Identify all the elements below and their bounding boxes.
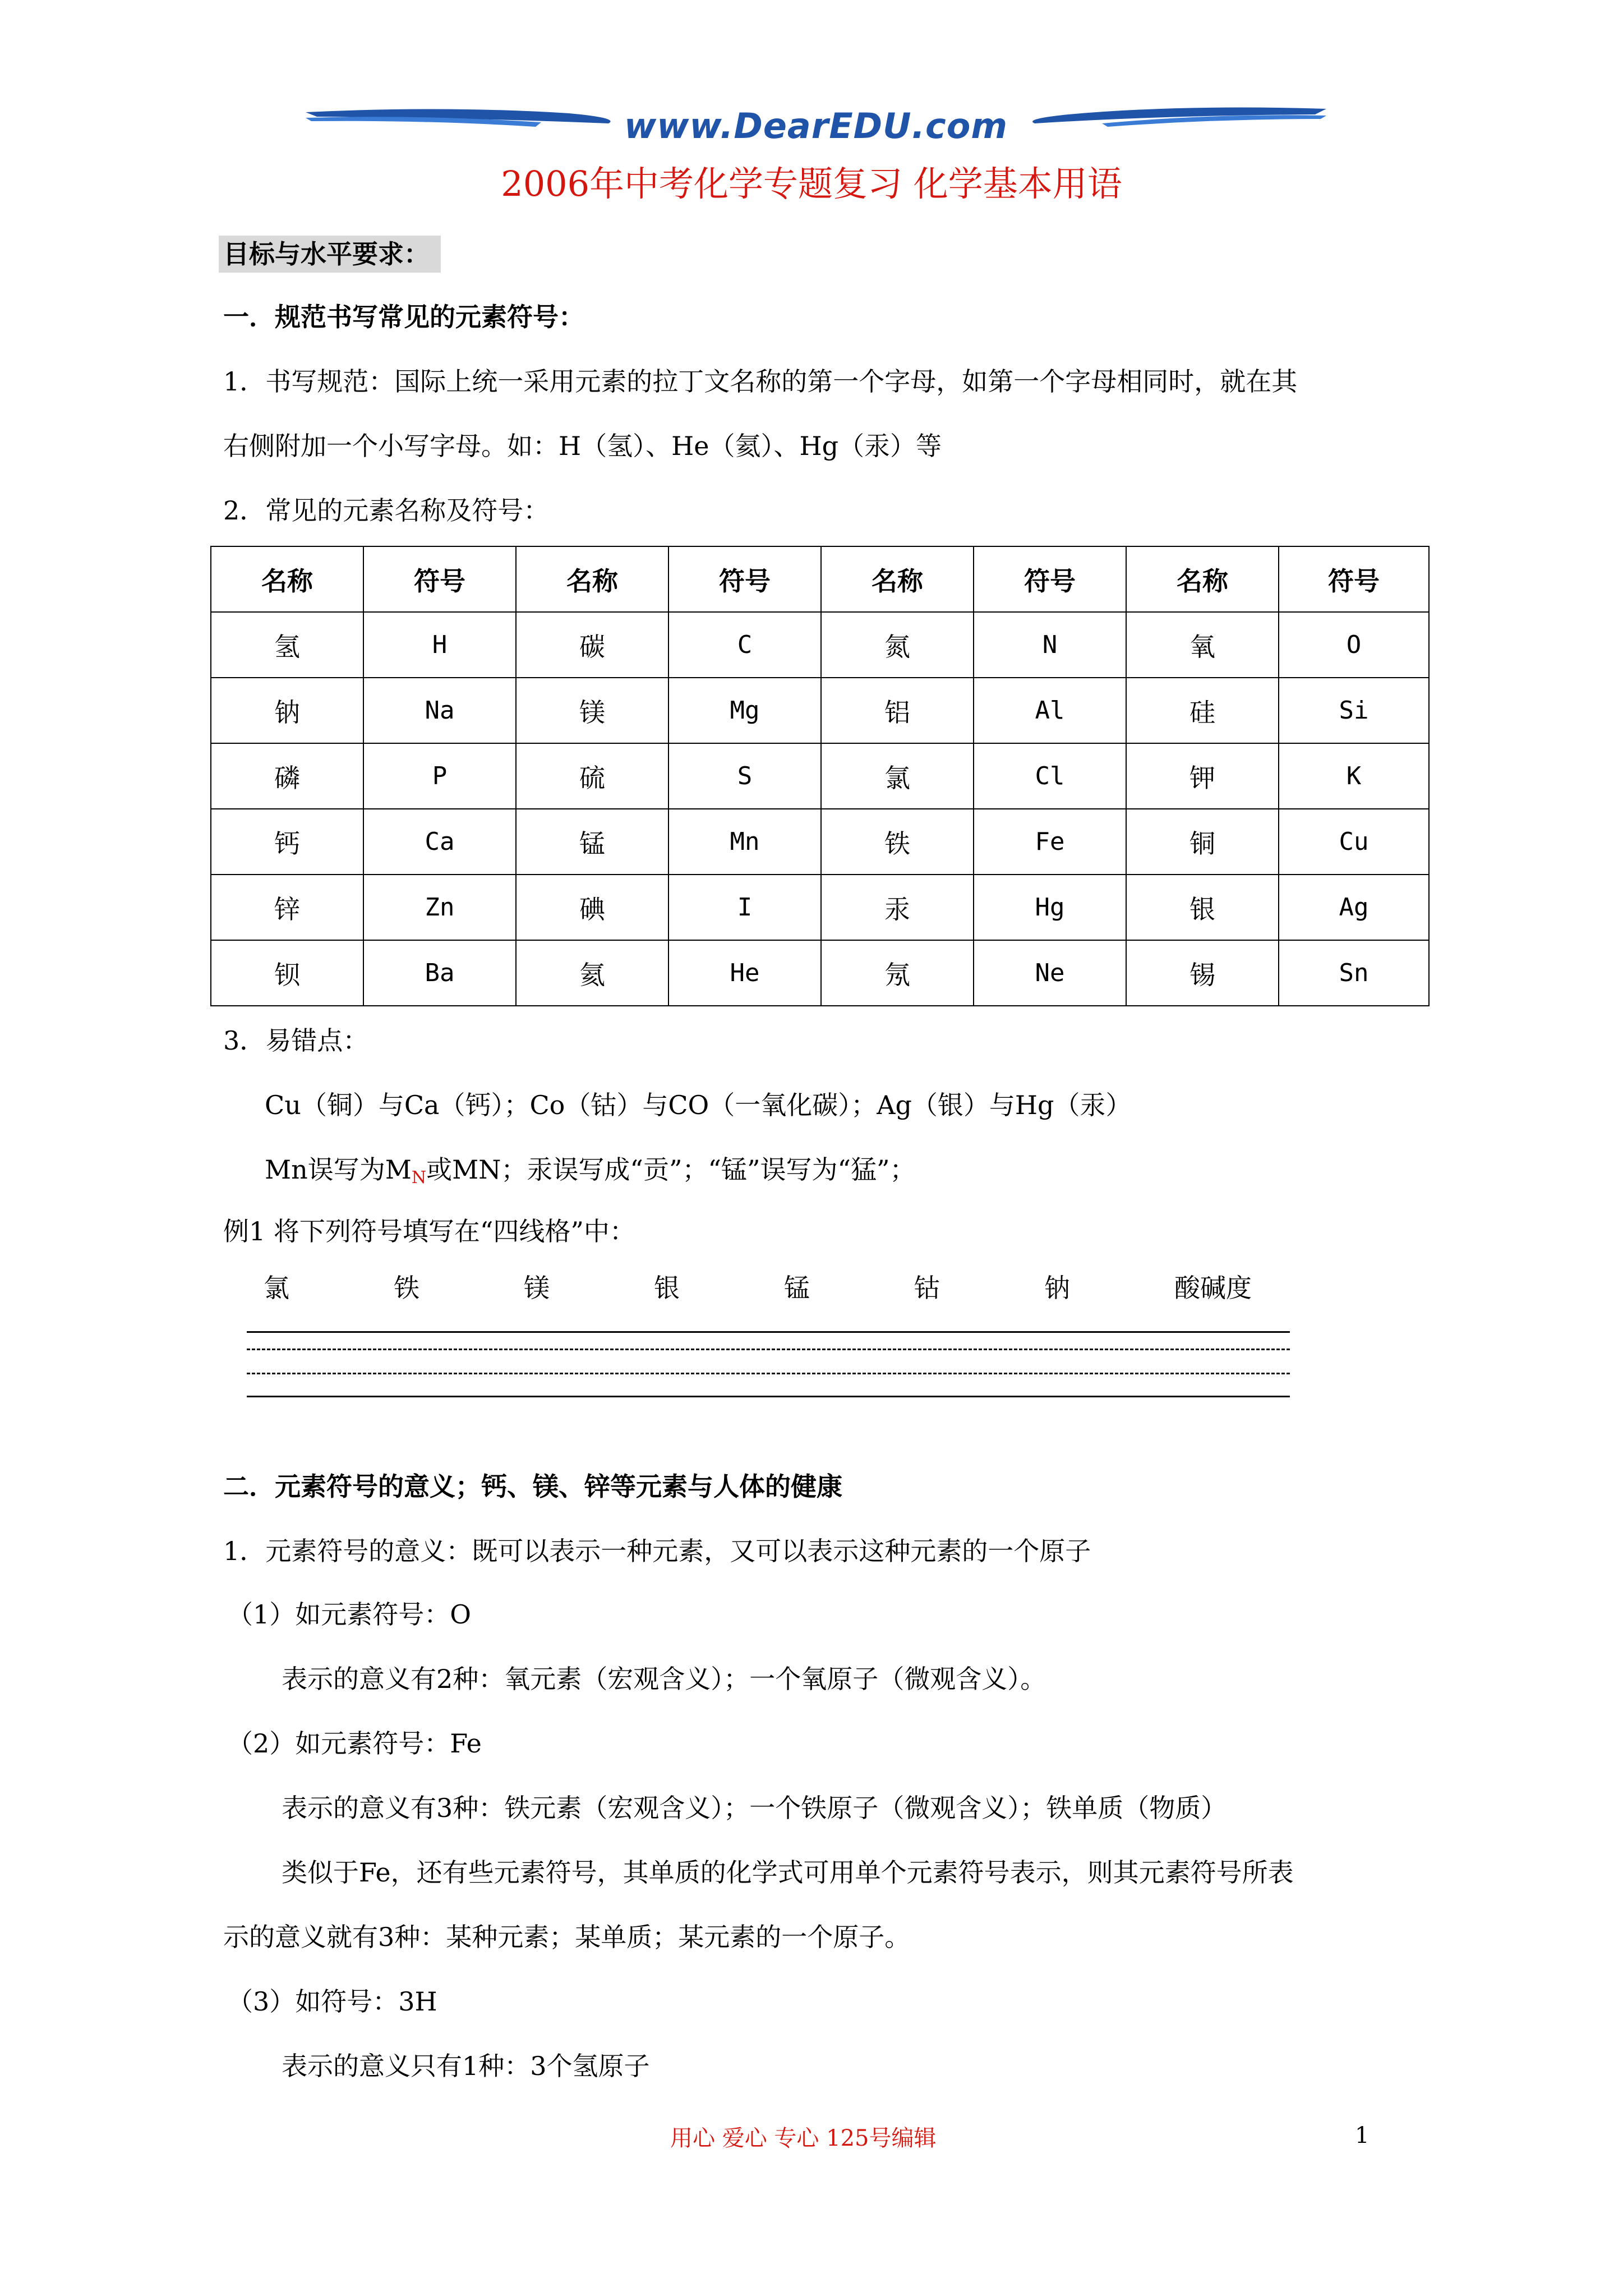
grid-label: 银 [654,1273,680,1303]
table-row [211,875,1429,940]
errors-line2 [265,1153,916,1195]
element-symbol: Zn [363,875,516,940]
header-cell: 名称 [1126,546,1279,612]
section1-heading: 一．规范书写常见的元素符号： [223,302,584,332]
element-name: 磷 [211,743,363,809]
table-row [211,743,1429,809]
element-name: 氧 [1126,612,1279,678]
element-symbol: N [974,612,1126,678]
grid-label: 钠 [1044,1273,1070,1303]
errors-heading: 3．易错点： [223,1025,369,1056]
element-name: 锌 [211,875,363,940]
element-symbol: O [1279,612,1429,678]
errors-line1: Cu（铜）与Ca（钙）；Co（钴）与CO（一氧化碳）；Ag（银）与Hg（汞） [265,1090,1132,1120]
page-title: 2006年中考化学专题复习 化学基本用语 [501,163,1122,204]
table-row [211,809,1429,875]
element-name: 氮 [821,612,974,678]
element-symbol: Hg [974,875,1126,940]
case3-label: （3）如符号：3H [227,1986,437,2017]
site-banner [306,101,1326,151]
element-name: 汞 [821,875,974,940]
element-symbol: Cu [1279,809,1429,875]
element-name: 钙 [211,809,363,875]
element-symbol: Mn [668,809,821,875]
element-symbol: Si [1279,678,1429,743]
section1-para1-line2: 右侧附加一个小写字母。如：H（氢）、He（氦）、Hg（汞）等 [223,431,942,461]
element-name: 氖 [821,940,974,1006]
four-line-grid-line [247,1349,1290,1350]
section2-heading: 二．元素符号的意义；钙、镁、锌等元素与人体的健康 [223,1471,842,1502]
grid-label: 钴 [914,1273,940,1303]
case3-meaning: 表示的意义只有1种：3个氢原子 [282,2051,650,2081]
header-cell: 符号 [1279,546,1429,612]
case2-extra-line2: 示的意义就有3种：某种元素；某单质；某元素的一个原子。 [223,1922,911,1952]
element-name: 硅 [1126,678,1279,743]
element-symbol: P [363,743,516,809]
section1-para2: 2．常见的元素名称及符号： [223,495,550,526]
footer-text: 用心 爱心 专心 125号编辑 [670,2125,937,2151]
four-line-grid-line [247,1331,1290,1333]
element-symbol: Fe [974,809,1126,875]
case2-meaning: 表示的意义有3种：铁元素（宏观含义）；一个铁原子（微观含义）；铁单质（物质） [282,1793,1227,1823]
element-symbol: Mg [668,678,821,743]
header-cell: 符号 [974,546,1126,612]
element-name: 氦 [516,940,668,1006]
example1-text: 例1 将下列符号填写在“四线格”中： [223,1216,635,1246]
header-cell: 名称 [516,546,668,612]
table-header-row [211,546,1429,612]
element-name: 氯 [821,743,974,809]
element-name: 碳 [516,612,668,678]
grid-label: 氯 [264,1273,289,1303]
case1-label: （1）如元素符号：O [227,1599,471,1630]
table-row [211,612,1429,678]
four-line-grid-line [247,1396,1290,1397]
case1-meaning: 表示的意义有2种：氧元素（宏观含义）；一个氧原子（微观含义）。 [282,1664,1046,1694]
errors-line2-part-a: Mn误写为M [265,1154,412,1185]
element-name: 碘 [516,875,668,940]
element-symbol: S [668,743,821,809]
element-name: 钾 [1126,743,1279,809]
errors-line2-subscript: N [411,1168,427,1188]
element-name: 钠 [211,678,363,743]
element-symbol: Ag [1279,875,1429,940]
elements-table [210,546,1430,1006]
element-name: 硫 [516,743,668,809]
element-name: 铁 [821,809,974,875]
element-symbol: C [668,612,821,678]
element-symbol: Sn [1279,940,1429,1006]
element-symbol: Na [363,678,516,743]
errors-line2-part-b: 或MN；汞误写成“贡”；“锰”误写为“猛”； [426,1154,916,1185]
four-line-grid-labels [264,1268,1318,1307]
element-name: 锡 [1126,940,1279,1006]
element-symbol: Ca [363,809,516,875]
section2-para1: 1．元素符号的意义：既可以表示一种元素，又可以表示这种元素的一个原子 [223,1536,1091,1566]
element-name: 钡 [211,940,363,1006]
element-symbol: Al [974,678,1126,743]
element-symbol: Ne [974,940,1126,1006]
four-line-grid-line [247,1373,1290,1374]
grid-label: 铁 [394,1273,419,1303]
case2-extra-line1: 类似于Fe，还有些元素符号，其单质的化学式可用单个元素符号表示，则其元素符号所表 [282,1857,1294,1888]
header-cell: 符号 [668,546,821,612]
grid-label: 酸碱度 [1174,1273,1252,1303]
grid-label: 镁 [524,1273,550,1303]
element-name: 锰 [516,809,668,875]
header-cell: 符号 [363,546,516,612]
page-number: 1 [1355,2123,1370,2148]
element-symbol: H [363,612,516,678]
element-name: 铝 [821,678,974,743]
element-name: 氢 [211,612,363,678]
element-symbol: I [668,875,821,940]
element-symbol: He [668,940,821,1006]
site-name: www.DearEDU.com [624,105,1008,146]
element-symbol: K [1279,743,1429,809]
table-row [211,940,1429,1006]
header-cell: 名称 [211,546,363,612]
goal-label: 目标与水平要求： [219,236,441,273]
section1-para1-line1: 1．书写规范：国际上统一采用元素的拉丁文名称的第一个字母，如第一个字母相同时，就在其 [223,366,1298,397]
grid-label: 锰 [784,1273,810,1303]
element-name: 镁 [516,678,668,743]
element-name: 银 [1126,875,1279,940]
element-symbol: Ba [363,940,516,1006]
element-name: 铜 [1126,809,1279,875]
table-row [211,678,1429,743]
header-cell: 名称 [821,546,974,612]
element-symbol: Cl [974,743,1126,809]
case2-label: （2）如元素符号：Fe [227,1728,482,1759]
